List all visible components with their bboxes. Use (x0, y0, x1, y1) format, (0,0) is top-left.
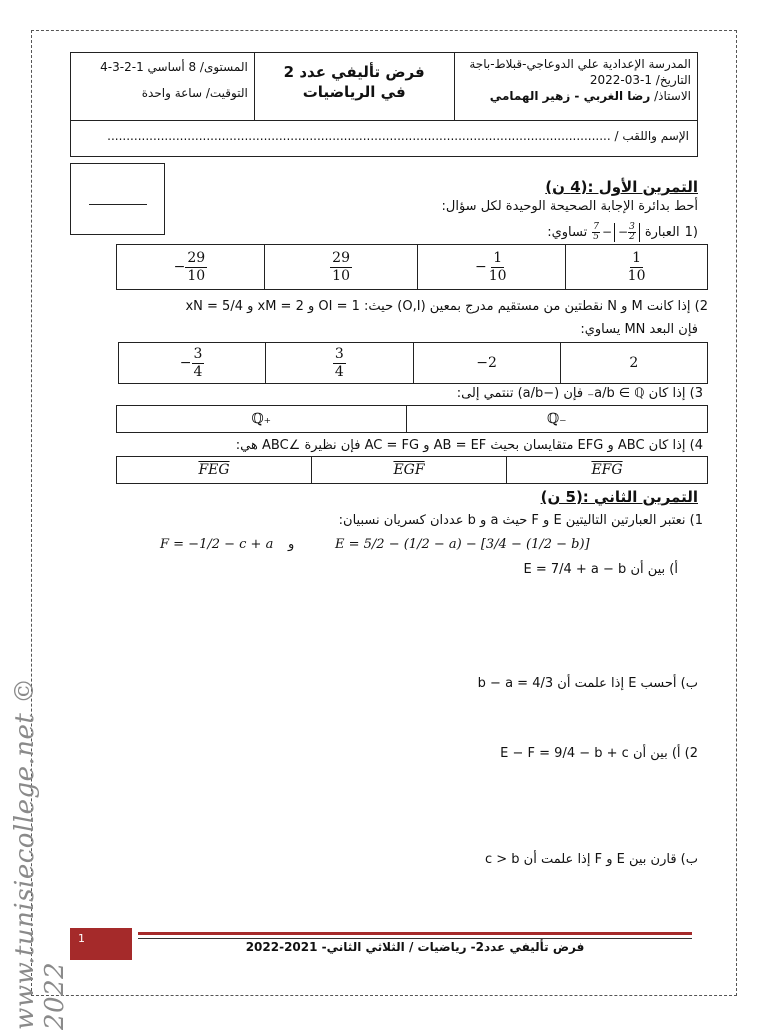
exercise1-instruction: أحط بدائرة الإجابة الصحيحة الوحيدة لكل سؤال: (441, 199, 698, 214)
q1-choices (116, 244, 708, 290)
q2-choice-1[interactable]: 2 (560, 343, 707, 384)
duration-text: التوقيت/ ساعة واحدة (141, 86, 248, 100)
level-text: المستوى/ 8 أساسي 1-2-3-4 (100, 60, 248, 74)
q1-line (547, 219, 698, 245)
ex2-question-2b: ب) قارن بين E و F إذا علمت أن c > b (484, 852, 698, 867)
expression-f: F = −1/2 − c + a (160, 537, 274, 552)
header-table (70, 52, 698, 157)
footer-rule-thin (138, 938, 692, 939)
q1-frac-3-2: $\frac{3}{2}$ (629, 221, 635, 242)
ex2-question-a: أ) بين أن E = 7/4 + a − b (523, 562, 678, 577)
q4-statement: 4) إذا كان ABC و EFG متقايسان بحيث AB = EF و AC = FG فإن نظيرة ∠ABC هي: (235, 438, 703, 453)
q1-prefix: العبارة (644, 224, 680, 240)
q2-choice-4[interactable]: − $\frac{3}{4}$ (119, 343, 266, 384)
watermark: www.tunisiecollege.net © 2022 (10, 677, 70, 1030)
ex2-question-b: ب) أحسب E إذا علمت أن b − a = 4/3 (477, 676, 698, 691)
q4-choice-efg[interactable]: $\overline{EFG}$ (507, 457, 708, 484)
q2-choices (118, 342, 708, 384)
score-box (70, 163, 165, 235)
conjunction-and: و (288, 537, 295, 552)
q1-suffix: تساوي: (547, 224, 588, 240)
teachers-names: رضا الغربي - زهير الهمامي (489, 89, 651, 103)
exercise2-title: التمرين الثاني :(5 ن) (540, 488, 698, 506)
q1-choice-3[interactable]: $\frac{29}{10}$ (264, 245, 418, 290)
exam-subject: في الرياضيات (302, 83, 406, 101)
expression-e: E = 5/2 − (1/2 − a) − [3/4 − (1/2 − b)] (335, 537, 590, 552)
exercise2-intro: 1) نعتبر العبارتين التاليتين E و F حيث a و b عددان كسريان نسبيان: (338, 513, 703, 528)
q1-number: 1) (684, 224, 698, 240)
q1-choice-2[interactable]: − $\frac{1}{10}$ (418, 245, 566, 290)
q1-abs-value: − $\frac{3}{2}$ (614, 223, 640, 242)
q1-expression: 7 5 − − $\frac{3}{2}$ (592, 223, 640, 242)
ex2-question-2a: 2) أ) بين أن E − F = 9/4 − b + c (500, 746, 698, 761)
q3-choice-q-minus[interactable]: ℚ₋ (406, 406, 707, 433)
header-title-cell (254, 53, 454, 121)
exercise1-title: التمرين الأول :(4 ن) (545, 178, 698, 196)
score-line (89, 204, 147, 205)
q1-choice-1[interactable]: $\frac{1}{10}$ (566, 245, 708, 290)
q2-statement: 2) إذا كانت M و N نقطتين من مستقيم مدرج بمعين (O,I) حيث: OI = 1 و xM = 2 و xN = 5/4 (185, 299, 708, 314)
exam-title: فرض تأليفي عدد 2 (283, 63, 425, 81)
q3-choices (116, 405, 708, 433)
q2-choice-3[interactable]: $\frac{3}{4}$ (266, 343, 413, 384)
page-number: 1 (70, 928, 132, 960)
footer-page-badge (70, 928, 132, 960)
header-school-cell (454, 53, 697, 121)
footer-rule-thick (138, 932, 692, 935)
school-name: المدرسة الإعدادية علي الدوعاجي-قبلاط-باجة (469, 57, 691, 71)
exam-date: التاريخ/ 1-03-2022 (589, 73, 691, 87)
q3-statement: 3) إذا كان a/b ∈ ℚ₋ فإن (−a/b) تنتمي إلى: (456, 386, 703, 401)
teachers-prefix: الاستاذ/ (654, 89, 691, 103)
name-cell (71, 121, 698, 157)
name-field[interactable]: الإسم واللقب / .................................................................................................................................... (107, 129, 689, 143)
q4-choice-feg[interactable]: $\overline{FEG}$ (117, 457, 312, 484)
q4-choice-egf[interactable]: $\overline{EGF}$ (312, 457, 507, 484)
q3-choice-q-plus[interactable]: ℚ₊ (117, 406, 407, 433)
q1-frac-7-5: 7 5 (593, 221, 599, 242)
q1-choice-4[interactable]: − $\frac{29}{10}$ (117, 245, 265, 290)
teachers-line (455, 87, 697, 103)
header-level-cell (71, 53, 255, 121)
q2-choice-2[interactable]: −2 (413, 343, 560, 384)
q2-question: فإن البعد MN يساوي: (580, 322, 698, 337)
q4-choices (116, 456, 708, 484)
footer-text: فرض تأليفي عدد2- رياضيات / الثلاثي الثاني- 2021-2022 (245, 940, 585, 954)
